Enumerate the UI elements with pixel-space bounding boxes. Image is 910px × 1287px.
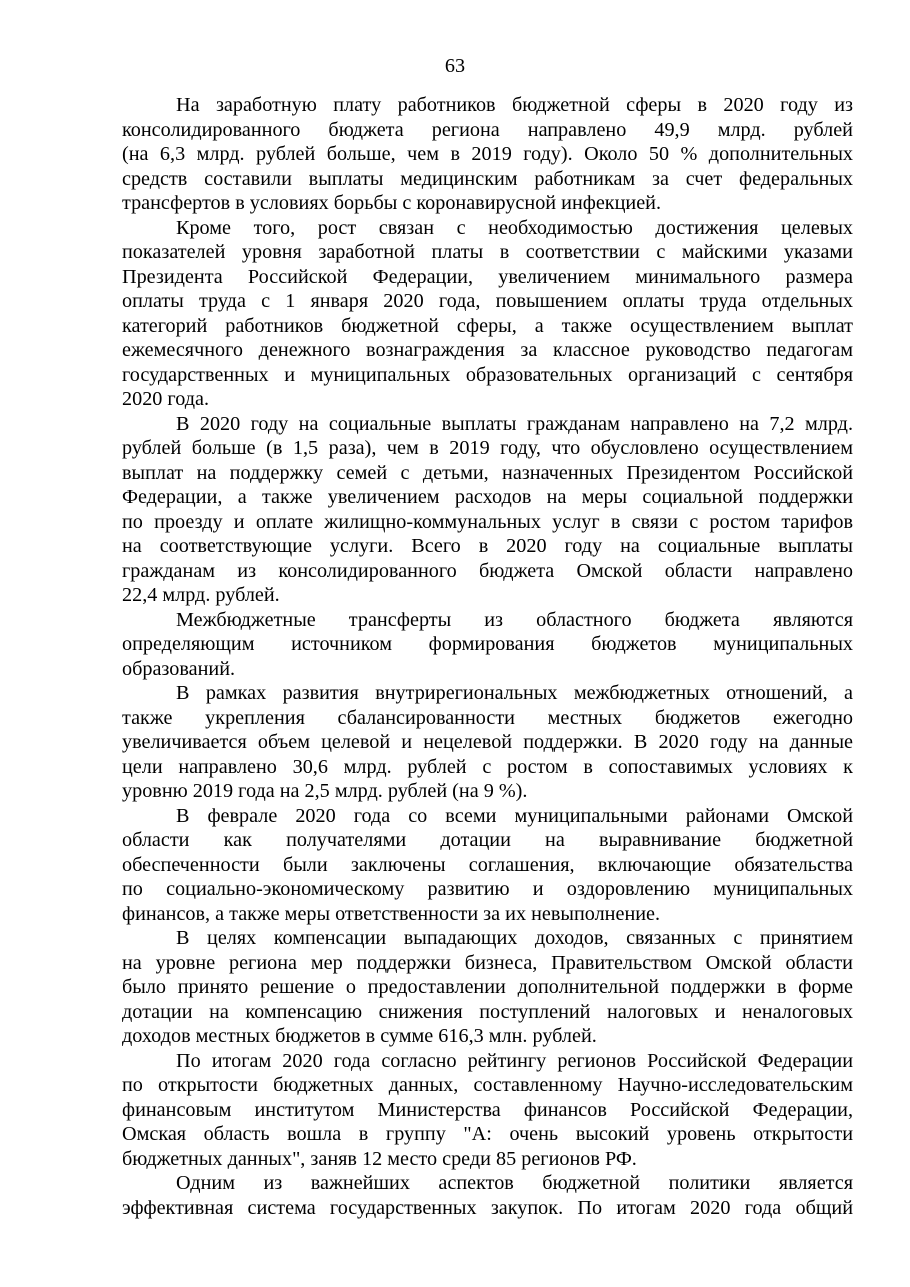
text-line: консолидированного бюджета региона направлено 49,9 млрд. рублей (122, 118, 853, 141)
text-line: на соответствующие услуги. Всего в 2020 году на социальные выплаты (122, 535, 853, 557)
text-line: области как получателями дотации на выравнивание бюджетной (122, 829, 853, 851)
text-line: также укрепления сбалансированности местных бюджетов ежегодно (122, 706, 853, 729)
text-line: средств составили выплаты медицинским работникам за счет федеральных (122, 167, 853, 190)
text-line: по открытости бюджетных данных, составленному Научно-исследовательским (122, 1074, 853, 1096)
text-line: Кроме того, рост связан с необходимостью достижения целевых (176, 216, 853, 239)
paragraph (122, 681, 853, 804)
text-line: по проезду и оплате жилищно-коммунальных услуг в связи с ростом тарифов (122, 510, 853, 533)
text-line: финансовым институтом Министерства финансов Российской Федерации, (122, 1098, 853, 1121)
text-line: ежемесячного денежного вознаграждения за классное руководство педагогам (122, 339, 853, 361)
paragraph (122, 926, 853, 1049)
text-line: По итогам 2020 года согласно рейтингу регионов Российской Федерации (176, 1049, 853, 1072)
text-line: было принято решение о предоставлении дополнительной поддержки в форме (122, 976, 853, 998)
text-line: государственных и муниципальных образовательных организаций с сентября (122, 363, 853, 386)
text-line: категорий работников бюджетной сферы, а также осуществлением выплат (122, 314, 853, 337)
text-line: обеспеченности были заключены соглашения, включающие обязательства (122, 853, 853, 876)
text-line: по социально-экономическому развитию и оздоровлению муниципальных (122, 878, 853, 900)
paragraph (122, 1049, 853, 1172)
text-line: финансов, а также меры ответственности за их невыполнение. (122, 902, 661, 925)
text-line: В феврале 2020 года со всеми муниципальными районами Омской (176, 804, 853, 827)
text-line: образований. (122, 657, 236, 680)
paragraph (122, 412, 853, 608)
text-line: определяющим источником формирования бюджетов муниципальных (122, 633, 853, 655)
paragraph (122, 1171, 853, 1220)
text-line: уровню 2019 года на 2,5 млрд. рублей (на 9 %). (122, 780, 528, 802)
body-text (122, 93, 853, 1220)
text-line: трансфертов в условиях борьбы с коронавирусной инфекцией. (122, 192, 662, 214)
text-line: Омская область вошла в группу "А: очень высокий уровень открытости (122, 1123, 853, 1145)
text-line: рублей больше (в 1,5 раза), чем в 2019 году, что обусловлено осуществлением (122, 437, 853, 459)
text-line: гражданам из консолидированного бюджета Омской области направлено (122, 559, 853, 582)
text-line: Президента Российской Федерации, увеличением минимального размера (122, 265, 853, 288)
text-line: Межбюджетные трансферты из областного бюджета являются (176, 608, 853, 631)
page-number: 63 (444, 55, 466, 77)
text-line: выплат на поддержку семей с детьми, назначенных Президентом Российской (122, 461, 853, 484)
text-line: эффективная система государственных закупок. По итогам 2020 года общий (122, 1196, 853, 1219)
text-line: показателей уровня заработной платы в соответствии с майскими указами (122, 241, 853, 263)
text-line: доходов местных бюджетов в сумме 616,3 млн. рублей. (122, 1025, 597, 1047)
text-line: Федерации, а также увеличением расходов на меры социальной поддержки (122, 486, 853, 508)
text-line: 2020 года. (122, 388, 209, 410)
paragraph (122, 608, 853, 682)
text-line: В целях компенсации выпадающих доходов, связанных с принятием (176, 927, 853, 949)
text-line: В рамках развития внутрирегиональных межбюджетных отношений, а (176, 682, 853, 704)
text-line: дотации на компенсацию снижения поступлений налоговых и неналоговых (122, 1000, 853, 1023)
paragraph (122, 216, 853, 412)
text-line: На заработную плату работников бюджетной сферы в 2020 году из (176, 94, 853, 116)
text-line: увеличивается объем целевой и нецелевой поддержки. В 2020 году на данные (122, 731, 853, 753)
text-line: (на 6,3 млрд. рублей больше, чем в 2019 году). Около 50 % дополнительных (122, 143, 853, 165)
text-line: бюджетных данных", заняв 12 место среди 85 регионов РФ. (122, 1147, 637, 1170)
paragraph (122, 804, 853, 927)
text-line: Одним из важнейших аспектов бюджетной политики является (176, 1172, 853, 1194)
text-line: 22,4 млрд. рублей. (122, 584, 280, 606)
text-line: В 2020 году на социальные выплаты гражданам направлено на 7,2 млрд. (176, 412, 853, 435)
paragraph (122, 93, 853, 216)
text-line: цели направлено 30,6 млрд. рублей с ростом в сопоставимых условиях к (122, 755, 853, 778)
text-line: оплаты труда с 1 января 2020 года, повышением оплаты труда отдельных (122, 290, 853, 312)
text-line: на уровне региона мер поддержки бизнеса, Правительством Омской области (122, 951, 853, 974)
